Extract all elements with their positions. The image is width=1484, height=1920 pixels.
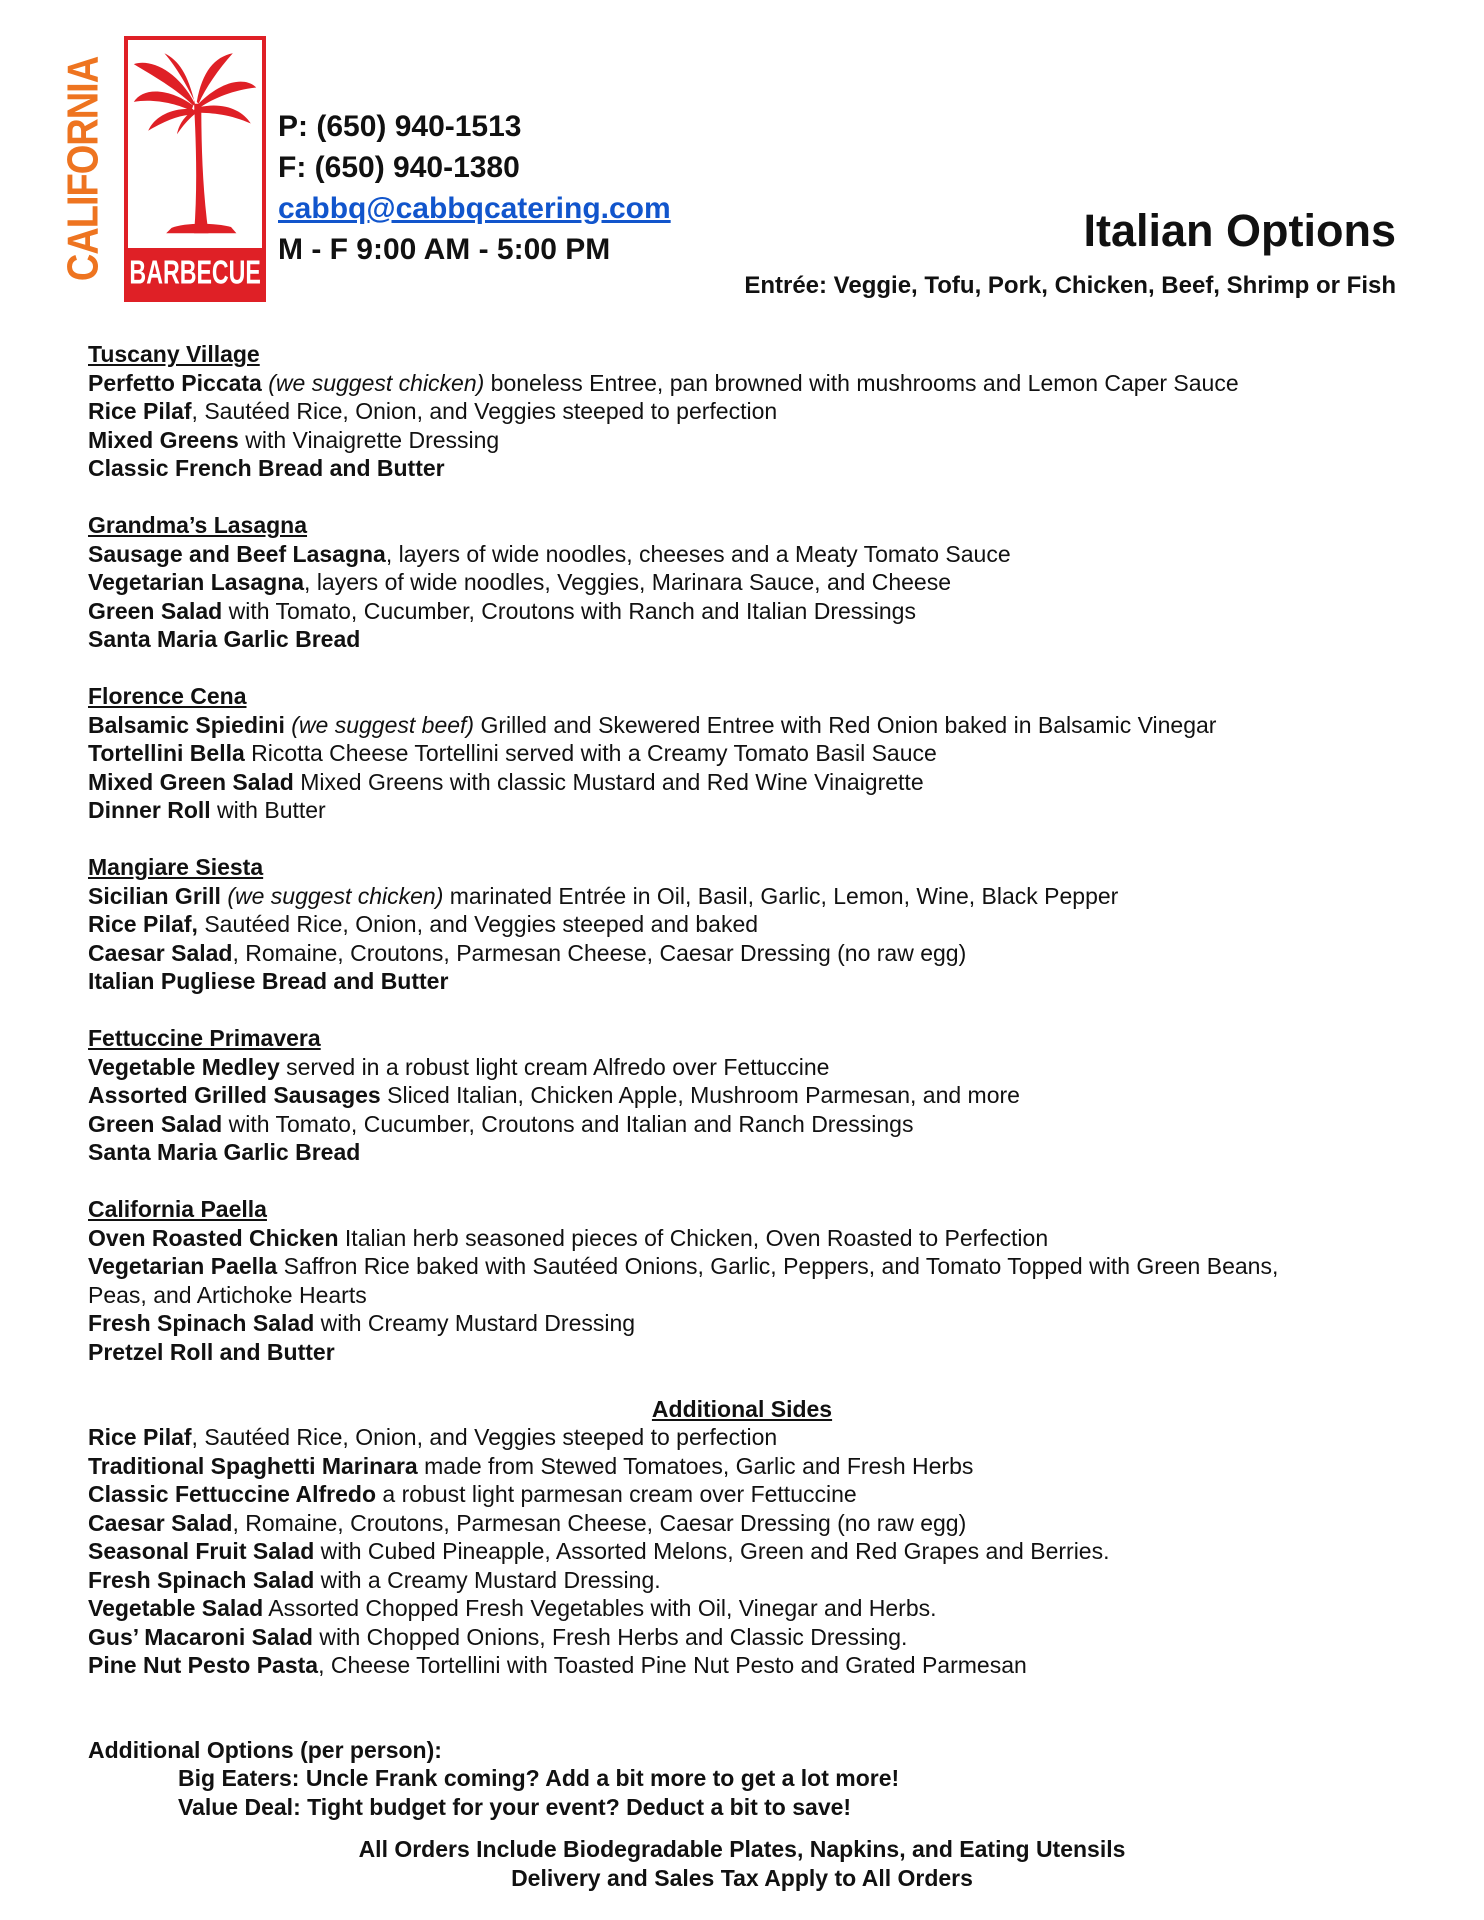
- menu-item: Fresh Spinach Salad with a Creamy Mustard Dressing.: [88, 1566, 661, 1593]
- menu-item: Caesar Salad, Romaine, Croutons, Parmesan Cheese, Caesar Dressing (no raw egg): [88, 939, 967, 966]
- menu-section-heading: Tuscany Village: [88, 341, 260, 367]
- menu-item: Pine Nut Pesto Pasta, Cheese Tortellini with Toasted Pine Nut Pesto and Grated Parmesan: [88, 1652, 1027, 1678]
- menu-section: [88, 853, 1396, 996]
- palm-tree-icon: [132, 46, 258, 246]
- menu-item: Oven Roasted Chicken Italian herb seasoned pieces of Chicken, Oven Roasted to Perfection: [88, 1224, 1049, 1251]
- footer-notes: [88, 1835, 1396, 1892]
- menu-item: Italian Pugliese Bread and Butter: [88, 968, 449, 994]
- menu-item: Balsamic Spiedini (we suggest beef) Grilled and Skewered Entree with Red Onion baked in Balsamic Vinegar: [88, 711, 1217, 738]
- menu-item: Rice Pilaf, Sautéed Rice, Onion, and Veggies steeped to perfection: [88, 398, 778, 424]
- fax-line: F: (650) 940-1380: [278, 151, 520, 184]
- menu-item: Vegetarian Lasagna, layers of wide noodles, Veggies, Marinara Sauce, and Cheese: [88, 569, 951, 595]
- logo-california-label: CALIFORNIA: [59, 56, 108, 282]
- menu-item: Perfetto Piccata (we suggest chicken) boneless Entree, pan browned with mushrooms and Lemon Caper Sauce: [88, 369, 1239, 396]
- menu-item: Rice Pilaf, Sautéed Rice, Onion, and Veggies steeped and baked: [88, 911, 759, 937]
- menu-item: Traditional Spaghetti Marinara made from Stewed Tomatoes, Garlic and Fresh Herbs: [88, 1452, 974, 1479]
- menu-item: Rice Pilaf, Sautéed Rice, Onion, and Veggies steeped to perfection: [88, 1424, 778, 1450]
- menu-item: Vegetarian Paella Saffron Rice baked with Sautéed Onions, Garlic, Peppers, and Tomato Topped with Green Beans, Peas, and Artichoke Hearts: [88, 1252, 1396, 1309]
- page-title: Italian Options: [1083, 205, 1396, 256]
- menu-item: Green Salad with Tomato, Cucumber, Croutons with Ranch and Italian Dressings: [88, 597, 916, 624]
- menu-sections: [88, 340, 1396, 1366]
- menu-item: Caesar Salad, Romaine, Croutons, Parmesan Cheese, Caesar Dressing (no raw egg): [88, 1509, 967, 1536]
- phone-line: P: (650) 940-1513: [278, 110, 522, 143]
- menu-section-heading: California Paella: [88, 1196, 267, 1222]
- menu-item: Dinner Roll with Butter: [88, 797, 326, 823]
- menu-section: [88, 340, 1396, 483]
- footer-line: All Orders Include Biodegradable Plates, Napkins, and Eating Utensils: [358, 1836, 1126, 1862]
- menu-item: Classic Fettuccine Alfredo a robust light parmesan cream over Fettuccine: [88, 1481, 857, 1507]
- menu-section: [88, 511, 1396, 654]
- footer-line: Delivery and Sales Tax Apply to All Orders: [511, 1864, 973, 1891]
- menu-item: Santa Maria Garlic Bread: [88, 1139, 361, 1165]
- logo-california-text: [58, 36, 110, 302]
- logo-palm-box: [124, 36, 266, 302]
- menu-section: [88, 1024, 1396, 1167]
- additional-sides-section: [88, 1395, 1396, 1680]
- california-barbecue-logo: [58, 36, 266, 302]
- menu-item: Mixed Green Salad Mixed Greens with classic Mustard and Red Wine Vinaigrette: [88, 768, 924, 795]
- entree-options-subtitle: Entrée: Veggie, Tofu, Pork, Chicken, Beef, Shrimp or Fish: [744, 272, 1396, 299]
- additional-option-line: Big Eaters: Uncle Frank coming? Add a bit more to get a lot more!: [178, 1765, 900, 1791]
- menu-item: Pretzel Roll and Butter: [88, 1338, 335, 1365]
- menu-item: Assorted Grilled Sausages Sliced Italian, Chicken Apple, Mushroom Parmesan, and more: [88, 1082, 1020, 1108]
- menu-item: Sicilian Grill (we suggest chicken) marinated Entrée in Oil, Basil, Garlic, Lemon, Wine, Black Pepper: [88, 882, 1119, 909]
- menu-item: Gus’ Macaroni Salad with Chopped Onions, Fresh Herbs and Classic Dressing.: [88, 1623, 908, 1650]
- additional-sides-items: [88, 1423, 1396, 1680]
- menu-section-heading: Florence Cena: [88, 683, 247, 709]
- logo-barbecue-banner: [128, 248, 262, 298]
- title-block: [744, 206, 1396, 300]
- menu-item: Green Salad with Tomato, Cucumber, Croutons and Italian and Ranch Dressings: [88, 1110, 914, 1137]
- menu-body: [88, 340, 1396, 1892]
- menu-section-heading: Grandma’s Lasagna: [88, 512, 308, 538]
- menu-item: Vegetable Medley served in a robust light cream Alfredo over Fettuccine: [88, 1053, 830, 1080]
- additional-option-line: Value Deal: Tight budget for your event? Deduct a bit to save!: [178, 1793, 852, 1820]
- contact-block: [278, 106, 671, 270]
- menu-item: Fresh Spinach Salad with Creamy Mustard Dressing: [88, 1310, 636, 1336]
- menu-section-heading: Mangiare Siesta: [88, 854, 264, 880]
- additional-sides-heading: Additional Sides: [651, 1395, 833, 1422]
- menu-item: Vegetable Salad Assorted Chopped Fresh Vegetables with Oil, Vinegar and Herbs.: [88, 1595, 937, 1621]
- additional-options-heading: Additional Options (per person):: [88, 1736, 442, 1763]
- logo-barbecue-label: BARBECUE: [129, 254, 261, 291]
- menu-section: [88, 1195, 1396, 1366]
- hours-line: M - F 9:00 AM - 5:00 PM: [278, 233, 611, 266]
- menu-item: Tortellini Bella Ricotta Cheese Tortellini served with a Creamy Tomato Basil Sauce: [88, 740, 937, 766]
- menu-item: Mixed Greens with Vinaigrette Dressing: [88, 426, 500, 453]
- menu-item: Seasonal Fruit Salad with Cubed Pineapple, Assorted Melons, Green and Red Grapes and Berries.: [88, 1538, 1110, 1564]
- email-link[interactable]: cabbq@cabbqcatering.com: [278, 192, 671, 225]
- additional-options-lines: [88, 1764, 1396, 1821]
- menu-section: [88, 682, 1396, 825]
- menu-item: Classic French Bread and Butter: [88, 455, 445, 481]
- menu-item-wrapped-line: Peas, and Artichoke Hearts: [88, 1281, 367, 1308]
- menu-section-heading: Fettuccine Primavera: [88, 1025, 321, 1051]
- additional-options-section: [88, 1736, 1396, 1822]
- menu-item: Santa Maria Garlic Bread: [88, 626, 361, 652]
- menu-item: Sausage and Beef Lasagna, layers of wide noodles, cheeses and a Meaty Tomato Sauce: [88, 540, 1011, 567]
